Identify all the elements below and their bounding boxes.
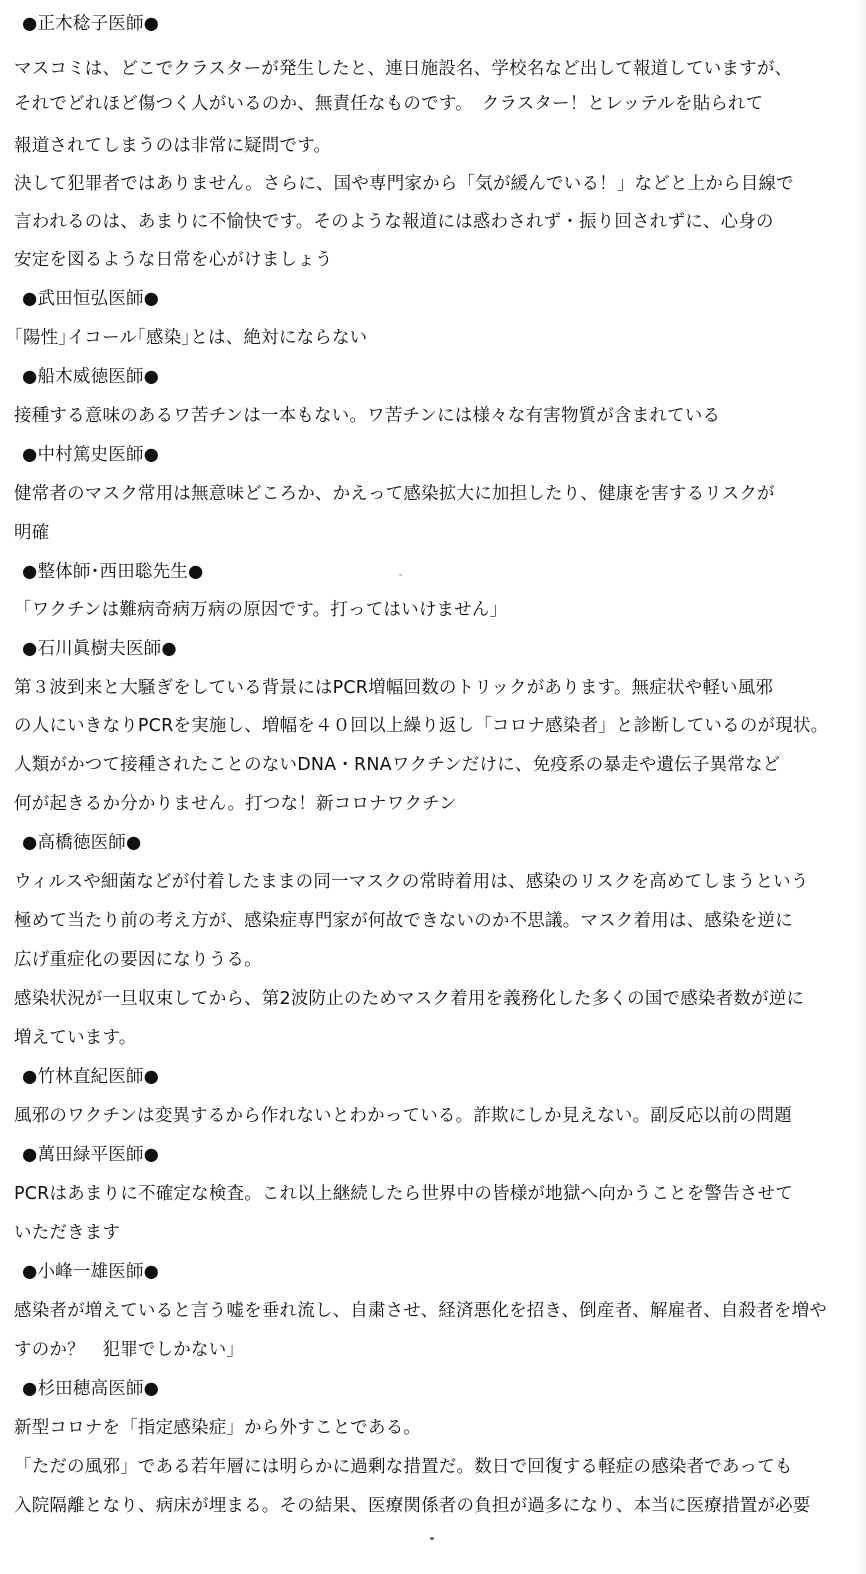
quote-line: 感染者が増えていると言う嘘を垂れ流し、自粛させ、経済悪化を招き、倒産者、解雇者、自殺者を増や	[14, 1301, 827, 1321]
quote-line: 新型コロナを「指定感染症」から外すことである。	[14, 1418, 422, 1438]
doctor-heading-sugita: ●杉田穂高医師●	[22, 1379, 160, 1399]
quote-line: 入院隔離となり、病床が埋まる。その結果、医療関係者の負担が過多になり、本当に医療措置が必要	[14, 1496, 811, 1516]
doctor-heading-ishikawa: ●石川眞樹夫医師●	[22, 639, 177, 659]
scan-speck	[430, 1537, 434, 1540]
quote-line: 風邪のワクチンは変異するから作れないとわかっている。詐欺にしか見えない。副反応以前の問題	[14, 1106, 792, 1126]
quote-line: ｢陽性｣イコール｢感染｣とは、絶対にならない	[14, 328, 368, 348]
quote-line: すのか？ 犯罪でしかない｣	[14, 1340, 236, 1360]
doctor-heading-takeda: ●武田恒弘医師●	[22, 289, 160, 309]
doctor-heading-nishida: ●整体師･西田聡先生●	[22, 562, 204, 582]
doctor-heading-takebayashi: ●竹林直紀医師●	[22, 1067, 160, 1087]
doctor-heading-takahashi: ●高橋徳医師●	[22, 833, 142, 853]
quote-line: 報道されてしまうのは非常に疑問です。	[14, 136, 332, 156]
doctor-heading-manda: ●萬田緑平医師●	[22, 1145, 160, 1165]
quote-line: いただきます	[14, 1223, 121, 1243]
quote-line: 明確	[14, 523, 50, 543]
quote-line: それでどれほど傷つく人がいるのか、無責任なものです。 クラスター！とレッテルを貼られて	[14, 94, 764, 114]
quote-line: 「ただの風邪」である若年層には明らかに過剰な措置だ。数日で回復する軽症の感染者であっても	[14, 1457, 793, 1477]
quote-line: 「ワクチンは難病奇病万病の原因です。打ってはいけません」	[14, 600, 508, 620]
doctor-heading-funaki: ●船木威徳医師●	[22, 367, 160, 387]
scan-speck	[399, 574, 402, 576]
quote-line: 安定を図るような日常を心がけましょう	[14, 250, 333, 270]
quote-line: 極めて当たり前の考え方が、感染症専門家が何故できないのか不思議。マスク着用は、感染を逆に	[14, 911, 793, 931]
doctor-heading-komine: ●小峰一雄医師●	[22, 1262, 160, 1282]
quote-line: 人類がかつて接種されたことのないDNA・RNAワクチンだけに、免疫系の暴走や遺伝子異常など	[14, 755, 781, 775]
quote-line: 何が起きるか分かりません。打つな！新コロナワクチン	[14, 794, 457, 814]
quote-line: PCRはあまりに不確定な検査。これ以上継続したら世界中の皆様が地獄へ向かうことを警告させて	[14, 1184, 793, 1204]
doctor-heading-masaki: ●正木稔子医師●	[22, 14, 160, 34]
quote-line: 言われるのは、あまりに不愉快です。そのような報道には惑わされず・振り回されずに、心身の	[14, 212, 774, 232]
doctor-heading-nakamura: ●中村篤史医師●	[22, 445, 160, 465]
quote-line: マスコミは、どこでクラスターが発生したと、連日施設名、学校名など出して報道していますが、	[14, 59, 793, 79]
quote-line: 第３波到来と大騒ぎをしている背景にはPCR増幅回数のトリックがあります。無症状や軽い風邪	[14, 678, 774, 698]
quote-line: 増えています。	[14, 1028, 137, 1048]
quote-line: 接種する意味のあるワ苦チンは一本もない。ワ苦チンには様々な有害物質が含まれている	[14, 406, 721, 426]
quote-line: 感染状況が一旦収束してから、第2波防止のためマスク着用を義務化した多くの国で感染者数が逆に	[14, 989, 805, 1009]
quote-line: ウィルスや細菌などが付着したままの同一マスクの常時着用は、感染のリスクを高めてしまうという	[14, 872, 809, 892]
quote-line: の人にいきなりPCRを実施し、増幅を４０回以上繰り返し「コロナ感染者」と診断しているのが現状。	[14, 716, 829, 736]
scan-edge-shadow	[854, 0, 866, 1574]
quote-line: 健常者のマスク常用は無意味どころか、かえって感染拡大に加担したり、健康を害するリスクが	[14, 484, 775, 504]
quote-line: 決して犯罪者ではありません。さらに、国や専門家から「気が緩んでいる！」などと上から目線で	[14, 174, 794, 194]
quote-line: 広げ重症化の要因になりうる。	[14, 950, 262, 970]
